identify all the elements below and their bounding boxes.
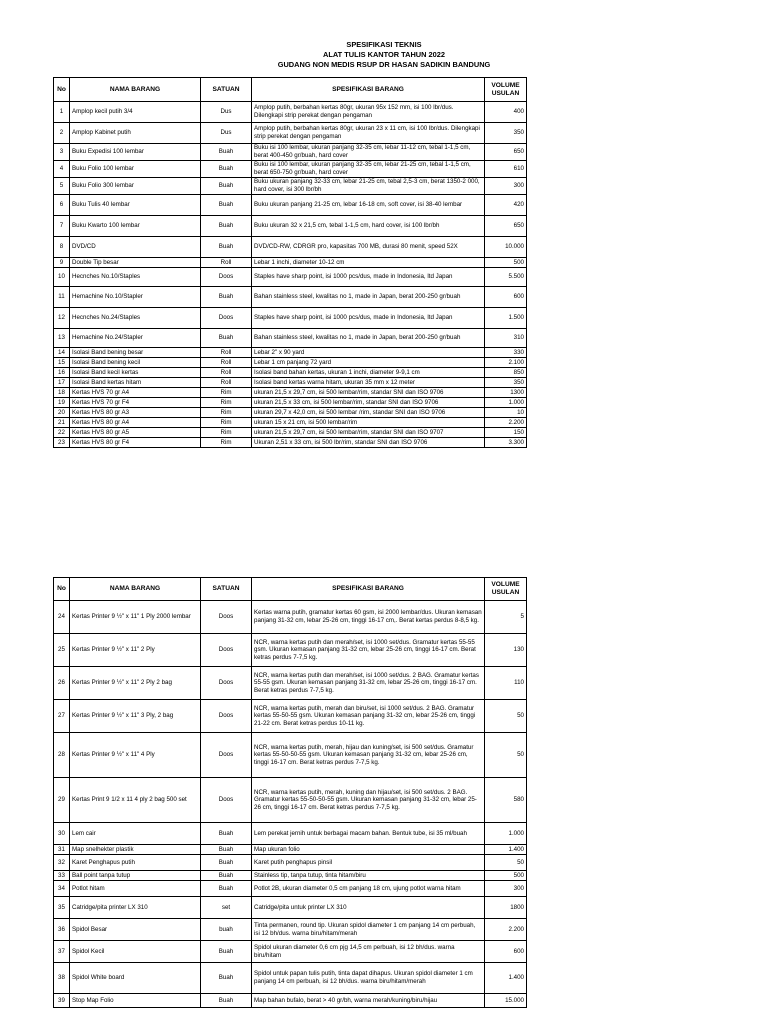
cell-item-name: Amplop kecil putih 3/4 [70, 102, 201, 123]
cell-item-name: Hemachine No.24/Stapler [70, 329, 201, 348]
cell-no: 17 [54, 378, 70, 388]
header-volume-line2: USULAN [491, 89, 520, 97]
table-row [54, 601, 527, 634]
table-row [54, 871, 527, 881]
cell-item-name: Kertas Print 9 1/2 x 11 4 ply 2 bag 500 set [70, 778, 201, 823]
cell-volume: 300 [485, 178, 527, 195]
cell-no: 10 [54, 268, 70, 287]
cell-specification: Kertas warna putih, gramatur kertas 60 gsm, isi 2000 lembar/dus. Ukuran kemasan panjang 31-32 cm, lebar 25-26 cm, tinggi 16-17 cm,. Berat kertas perdus 8-8,5 kg. [252, 601, 485, 634]
header-name: NAMA BARANG [70, 578, 201, 601]
cell-unit: Buah [201, 963, 252, 994]
cell-specification: Bahan stainless steel, kwalitas no 1, made in Japan, berat 200-250 gr/buah [252, 287, 485, 308]
cell-item-name: Isolasi Band bening kecil [70, 358, 201, 368]
cell-no: 19 [54, 398, 70, 408]
cell-item-name: Kertas Printer 9 ½" x 11" 3 Ply, 2 bag [70, 700, 201, 733]
cell-specification: ukuran 29,7 x 42,0 cm, isi 500 lembar /rim, standar SNI dan ISO 9706 [252, 408, 485, 418]
cell-unit: set [201, 897, 252, 919]
cell-volume: 50 [485, 855, 527, 871]
cell-specification: Buku isi 100 lembar, ukuran panjang 32-35 cm, lebar 21-25 cm, tebal 1-1,5 cm, berat 650-750 gr/buah, hard cover [252, 161, 485, 178]
header-no: No [54, 578, 70, 601]
header-volume-line1: VOLUME [491, 581, 520, 588]
cell-specification: NCR, warna kertas putih, merah, kuning dan hijau/set, isi 500 set/dus. 2 BAG. Gramatur kertas 55-50-50-55 gsm. Ukuran kemasan panjang 31-32 cm, lebar 25-26 cm, tinggi 16-17 cm. Berat ketras perdus 7-7,5 kg. [252, 778, 485, 823]
cell-item-name: Kertas HVS 80 gr F4 [70, 438, 201, 448]
cell-unit: Buah [201, 195, 252, 216]
title-line-1: SPESIFIKASI TEKNIS [346, 40, 422, 49]
cell-specification: Isolasi band bahan kertas, ukuran 1 inchi, diameter 9-9,1 cm [252, 368, 485, 378]
cell-item-name: Kertas HVS 70 gr A4 [70, 388, 201, 398]
cell-no: 6 [54, 195, 70, 216]
table-row [54, 667, 527, 700]
cell-specification: Buku isi 100 lembar, ukuran panjang 32-35 cm, lebar 11-12 cm, tebal 1-1,5 cm, berat 400-450 gr/buah, hard cover [252, 144, 485, 161]
cell-no: 34 [54, 881, 70, 897]
cell-item-name: Kertas Printer 9 ½" x 11" 2 Ply [70, 634, 201, 667]
cell-volume: 1.000 [485, 823, 527, 845]
table-row [54, 388, 527, 398]
cell-no: 33 [54, 871, 70, 881]
cell-no: 2 [54, 123, 70, 144]
cell-specification: Staples have sharp point, isi 1000 pcs/dus, made in Indonesia, ltd Japan [252, 308, 485, 329]
cell-item-name: Map snelhekter plastik [70, 845, 201, 855]
cell-no: 30 [54, 823, 70, 845]
cell-unit: Buah [201, 287, 252, 308]
spec-table-2-body [54, 601, 527, 1008]
table-row [54, 428, 527, 438]
table-row [54, 237, 527, 258]
cell-item-name: Isolasi Band kecil kertas [70, 368, 201, 378]
table-row [54, 845, 527, 855]
cell-volume: 850 [485, 368, 527, 378]
cell-volume: 50 [485, 733, 527, 778]
cell-item-name: Double Tip besar [70, 258, 201, 268]
table-row [54, 919, 527, 941]
cell-volume: 310 [485, 329, 527, 348]
cell-item-name: Ball point tanpa tutup [70, 871, 201, 881]
cell-specification: Lebar 1 cm panjang 72 yard [252, 358, 485, 368]
cell-unit: Buah [201, 994, 252, 1008]
cell-volume: 10 [485, 408, 527, 418]
header-unit: SATUAN [201, 78, 252, 102]
cell-item-name: Potlot hitam [70, 881, 201, 897]
table-row [54, 408, 527, 418]
cell-item-name: Kertas HVS 80 gr A3 [70, 408, 201, 418]
cell-unit: Buah [201, 237, 252, 258]
table-row [54, 398, 527, 408]
spec-table-2 [53, 577, 527, 1008]
document-title-block [0, 40, 768, 70]
cell-volume: 1300 [485, 388, 527, 398]
cell-volume: 5.500 [485, 268, 527, 287]
cell-unit: Doos [201, 268, 252, 287]
cell-item-name: Spidol Besar [70, 919, 201, 941]
cell-no: 21 [54, 418, 70, 428]
cell-unit: Roll [201, 348, 252, 358]
cell-unit: Rim [201, 408, 252, 418]
cell-specification: NCR, warna kertas putih dan merah/set, isi 1000 set/dus. Gramatur kertas 55-55 gsm. Ukuran kemasan panjang 31-32 cm, lebar 25-26 cm, tinggi 16-17 cm. Berat ketras perdus 7-7,5 kg. [252, 634, 485, 667]
table-row [54, 102, 527, 123]
cell-no: 25 [54, 634, 70, 667]
cell-no: 9 [54, 258, 70, 268]
cell-unit: Dus [201, 123, 252, 144]
cell-item-name: Isolasi Band kertas hitam [70, 378, 201, 388]
cell-volume: 1.400 [485, 845, 527, 855]
cell-volume: 500 [485, 871, 527, 881]
cell-volume: 50 [485, 700, 527, 733]
table-row [54, 368, 527, 378]
cell-item-name: Hemachine No.10/Stapler [70, 287, 201, 308]
cell-no: 28 [54, 733, 70, 778]
table-header-row [54, 578, 527, 601]
cell-item-name: Stop Map Folio [70, 994, 201, 1008]
cell-volume: 500 [485, 258, 527, 268]
table-row [54, 268, 527, 287]
cell-volume: 130 [485, 634, 527, 667]
cell-volume: 2.200 [485, 418, 527, 428]
cell-no: 1 [54, 102, 70, 123]
table-row [54, 144, 527, 161]
cell-specification: NCR, warna kertas putih dan merah/set, isi 1000 set/dus. 2 BAG. Gramatur kertas 55-55 gsm. Ukuran kemasan panjang 31-32 cm, lebar 25-26 cm, tinggi 16-17 cm. Berat ketras perdus 7-7,5 kg. [252, 667, 485, 700]
table-row [54, 855, 527, 871]
cell-volume: 1.400 [485, 963, 527, 994]
cell-specification: ukuran 21,5 x 29,7 cm, isi 500 lembar/rim, standar SNI dan ISO 9706 [252, 388, 485, 398]
cell-item-name: Lem cair [70, 823, 201, 845]
cell-item-name: Kertas HVS 80 gr A4 [70, 418, 201, 428]
title-line-2: ALAT TULIS KANTOR TAHUN 2022 [323, 50, 445, 59]
cell-item-name: Buku Folio 100 lembar [70, 161, 201, 178]
table-row [54, 258, 527, 268]
cell-unit: Buah [201, 881, 252, 897]
cell-unit: Buah [201, 329, 252, 348]
cell-unit: Buah [201, 941, 252, 963]
cell-item-name: DVD/CD [70, 237, 201, 258]
cell-no: 27 [54, 700, 70, 733]
cell-specification: Bahan stainless steel, kwalitas no 1, made in Japan, berat 200-250 gr/buah [252, 329, 485, 348]
table-row [54, 881, 527, 897]
cell-volume: 2.100 [485, 358, 527, 368]
cell-volume: 400 [485, 102, 527, 123]
cell-no: 8 [54, 237, 70, 258]
cell-unit: Rim [201, 388, 252, 398]
cell-unit: Buah [201, 871, 252, 881]
header-spec: SPESIFIKASI BARANG [252, 78, 485, 102]
cell-no: 38 [54, 963, 70, 994]
cell-volume: 350 [485, 378, 527, 388]
cell-specification: Catridge/pita untuk printer LX 310 [252, 897, 485, 919]
table-row [54, 378, 527, 388]
cell-no: 15 [54, 358, 70, 368]
cell-specification: ukuran 21,5 x 33 cm, isi 500 lembar/rim, standar SNI dan ISO 9706 [252, 398, 485, 408]
cell-item-name: Buku Folio 300 lembar [70, 178, 201, 195]
table-row [54, 963, 527, 994]
cell-unit: Doos [201, 634, 252, 667]
cell-item-name: Karet Penghapus putih [70, 855, 201, 871]
table-row [54, 308, 527, 329]
cell-specification: Buku ukuran panjang 21-25 cm, lebar 16-18 cm, soft cover, isi 38-40 lembar [252, 195, 485, 216]
cell-specification: Map ukuran folio [252, 845, 485, 855]
cell-no: 7 [54, 216, 70, 237]
header-name: NAMA BARANG [70, 78, 201, 102]
cell-specification: Potlot 2B, ukuran diameter 0,5 cm panjang 18 cm, ujung potlot warna hitam [252, 881, 485, 897]
table-row [54, 941, 527, 963]
cell-unit: Dus [201, 102, 252, 123]
cell-unit: Rim [201, 418, 252, 428]
cell-unit: Buah [201, 161, 252, 178]
title-line-3: GUDANG NON MEDIS RSUP DR HASAN SADIKIN BANDUNG [277, 60, 491, 69]
table-row [54, 634, 527, 667]
cell-unit: Buah [201, 845, 252, 855]
spec-table-1 [53, 77, 527, 448]
table-row [54, 287, 527, 308]
header-volume-line1: VOLUME [491, 81, 520, 89]
cell-no: 4 [54, 161, 70, 178]
table-row [54, 216, 527, 237]
cell-specification: Lebar 1 inchi, diameter 10-12 cm [252, 258, 485, 268]
cell-unit: Rim [201, 428, 252, 438]
cell-volume: 1.500 [485, 308, 527, 329]
cell-item-name: Spidol Kecil [70, 941, 201, 963]
cell-specification: Staples have sharp point, isi 1000 pcs/dus, made in Indonesia, ltd Japan [252, 268, 485, 287]
cell-item-name: Kertas HVS 80 gr A5 [70, 428, 201, 438]
cell-no: 18 [54, 388, 70, 398]
cell-specification: Isolasi band kertas warna hitam, ukuran 35 mm x 12 meter [252, 378, 485, 388]
table-row [54, 994, 527, 1008]
cell-volume: 580 [485, 778, 527, 823]
cell-volume: 110 [485, 667, 527, 700]
cell-volume: 650 [485, 144, 527, 161]
cell-unit: Buah [201, 144, 252, 161]
cell-volume: 600 [485, 941, 527, 963]
cell-volume: 2.200 [485, 919, 527, 941]
cell-unit: Roll [201, 258, 252, 268]
cell-item-name: Hecnches No.10/Staples [70, 268, 201, 287]
cell-volume: 1.000 [485, 398, 527, 408]
cell-item-name: Hecnches No.24/Staples [70, 308, 201, 329]
table-row [54, 348, 527, 358]
cell-specification: Stainless tip, tanpa tutup, tinta hitam/biru [252, 871, 485, 881]
cell-specification: NCR, warna kertas putih, merah, hijau dan kuning/set, isi 500 set/dus. Gramatur kertas 55-50-50-55 gsm. Ukuran kemasan panjang 31-32 cm, lebar 25-26 cm, tinggi 16-17 cm. Berat ketras perdus 7-7,5 kg. [252, 733, 485, 778]
cell-unit: Roll [201, 368, 252, 378]
spec-table-1-body [54, 102, 527, 448]
cell-no: 35 [54, 897, 70, 919]
cell-item-name: Buku Expedisi 100 lembar [70, 144, 201, 161]
cell-item-name: Catridge/pita printer LX 310 [70, 897, 201, 919]
cell-unit: Roll [201, 378, 252, 388]
cell-no: 36 [54, 919, 70, 941]
cell-no: 22 [54, 428, 70, 438]
cell-no: 16 [54, 368, 70, 378]
cell-volume: 300 [485, 881, 527, 897]
cell-specification: Ukuran 2,51 x 33 cm, isi 500 lbr/rim, standar SNI dan ISO 9706 [252, 438, 485, 448]
table-header-row [54, 78, 527, 102]
cell-item-name: Kertas Printer 9 ½" x 11" 2 Ply 2 bag [70, 667, 201, 700]
cell-unit: Rim [201, 438, 252, 448]
cell-volume: 150 [485, 428, 527, 438]
cell-no: 20 [54, 408, 70, 418]
cell-volume: 600 [485, 287, 527, 308]
cell-no: 13 [54, 329, 70, 348]
cell-unit: Rim [201, 398, 252, 408]
header-volume [485, 78, 527, 102]
cell-specification: ukuran 15 x 21 cm, isi 500 lembar/rim [252, 418, 485, 428]
cell-unit: Doos [201, 667, 252, 700]
cell-item-name: Kertas Printer 9 ½" x 11" 1 Ply 2000 lembar [70, 601, 201, 634]
cell-unit: Buah [201, 178, 252, 195]
cell-volume: 5 [485, 601, 527, 634]
cell-volume: 1800 [485, 897, 527, 919]
cell-unit: Buah [201, 855, 252, 871]
cell-volume: 3.300 [485, 438, 527, 448]
cell-specification: NCR, warna kertas putih, merah dan biru/set, isi 1000 set/dus. 2 BAG. Gramatur kertas 55-50-55 gsm. Ukuran kemasan panjang 31-32 cm, lebar 25-26 cm, tinggi 21-22 cm. Berat ketras perdus 10-11 kg. [252, 700, 485, 733]
cell-unit: Roll [201, 358, 252, 368]
cell-specification: Lem perekat jernih untuk berbagai macam bahan. Bentuk tube, isi 35 ml/buah [252, 823, 485, 845]
cell-no: 29 [54, 778, 70, 823]
cell-item-name: Amplop Kabinet putih [70, 123, 201, 144]
cell-no: 14 [54, 348, 70, 358]
cell-item-name: Spidol White board [70, 963, 201, 994]
cell-item-name: Kertas HVS 70 gr F4 [70, 398, 201, 408]
table-row [54, 358, 527, 368]
table-row [54, 195, 527, 216]
cell-item-name: Kertas Printer 9 ½" x 11" 4 Ply [70, 733, 201, 778]
cell-specification: DVD/CD-RW, CDRGR pro, kapasitas 700 MB, durasi 80 menit, speed 52X [252, 237, 485, 258]
cell-item-name: Buku Tulis 40 lembar [70, 195, 201, 216]
cell-volume: 610 [485, 161, 527, 178]
cell-no: 23 [54, 438, 70, 448]
cell-volume: 420 [485, 195, 527, 216]
cell-specification: Spidol untuk papan tulis putih, tinta dapat dihapus. Ukuran spidol diameter 1 cm panjang 14 cm perbuah, isi 12 bh/dus. warna biru/hitam/merah [252, 963, 485, 994]
cell-no: 3 [54, 144, 70, 161]
header-volume [485, 578, 527, 601]
cell-unit: buah [201, 919, 252, 941]
cell-volume: 15.000 [485, 994, 527, 1008]
cell-no: 5 [54, 178, 70, 195]
table-row [54, 161, 527, 178]
cell-specification: Amplop putih, berbahan kertas 80gr, ukuran 95x 152 mm, isi 100 lbr/dus. Dilengkapi strip perekat dengan pengaman [252, 102, 485, 123]
table-row [54, 897, 527, 919]
table-row [54, 733, 527, 778]
cell-volume: 650 [485, 216, 527, 237]
cell-volume: 350 [485, 123, 527, 144]
cell-specification: ukuran 21,5 x 29,7 cm, isi 500 lembar/rim, standar SNI dan ISO 9707 [252, 428, 485, 438]
header-unit: SATUAN [201, 578, 252, 601]
table-row [54, 123, 527, 144]
cell-specification: Tinta permanen, round tip. Ukuran spidol diameter 1 cm panjang 14 cm perbuah, isi 12 bh/dus. warna biru/hitam/merah [252, 919, 485, 941]
cell-no: 32 [54, 855, 70, 871]
cell-unit: Doos [201, 601, 252, 634]
cell-no: 11 [54, 287, 70, 308]
table-row [54, 823, 527, 845]
cell-unit: Doos [201, 778, 252, 823]
cell-specification: Buku ukuran 32 x 21,5 cm, tebal 1-1,5 cm, hard cover, isi 100 lbr/bh [252, 216, 485, 237]
header-no: No [54, 78, 70, 102]
table-row [54, 178, 527, 195]
header-volume-line2: USULAN [491, 589, 520, 596]
table-row [54, 438, 527, 448]
cell-unit: Buah [201, 216, 252, 237]
cell-no: 12 [54, 308, 70, 329]
cell-no: 31 [54, 845, 70, 855]
cell-specification: Buku ukuran panjang 32-33 cm, lebar 21-25 cm, tebal 2,5-3 cm, berat 1350-2 000, hard cover, isi 300 lbr/bh [252, 178, 485, 195]
header-spec: SPESIFIKASI BARANG [252, 578, 485, 601]
cell-item-name: Buku Kwarto 100 lembar [70, 216, 201, 237]
cell-unit: Doos [201, 700, 252, 733]
cell-unit: Doos [201, 308, 252, 329]
cell-volume: 330 [485, 348, 527, 358]
cell-specification: Lebar 2" x 90 yard [252, 348, 485, 358]
cell-item-name: Isolasi Band bening besar [70, 348, 201, 358]
table-row [54, 418, 527, 428]
cell-unit: Buah [201, 823, 252, 845]
cell-volume: 10.000 [485, 237, 527, 258]
table-row [54, 700, 527, 733]
cell-specification: Karet putih penghapus pinsil [252, 855, 485, 871]
cell-no: 39 [54, 994, 70, 1008]
cell-no: 37 [54, 941, 70, 963]
table-row [54, 778, 527, 823]
cell-unit: Doos [201, 733, 252, 778]
cell-specification: Map bahan bufalo, berat > 40 gr/bh, warna merah/kuning/biru/hijau [252, 994, 485, 1008]
cell-no: 26 [54, 667, 70, 700]
cell-no: 24 [54, 601, 70, 634]
cell-specification: Amplop putih, berbahan kertas 80gr, ukuran 23 x 11 cm, isi 100 lbr/dus. Dilengkapi strip perekat dengan pengaman [252, 123, 485, 144]
cell-specification: Spidol ukuran diameter 0,6 cm pjg 14,5 cm perbuah, isi 12 bh/dus. warna biru/hitam [252, 941, 485, 963]
table-row [54, 329, 527, 348]
